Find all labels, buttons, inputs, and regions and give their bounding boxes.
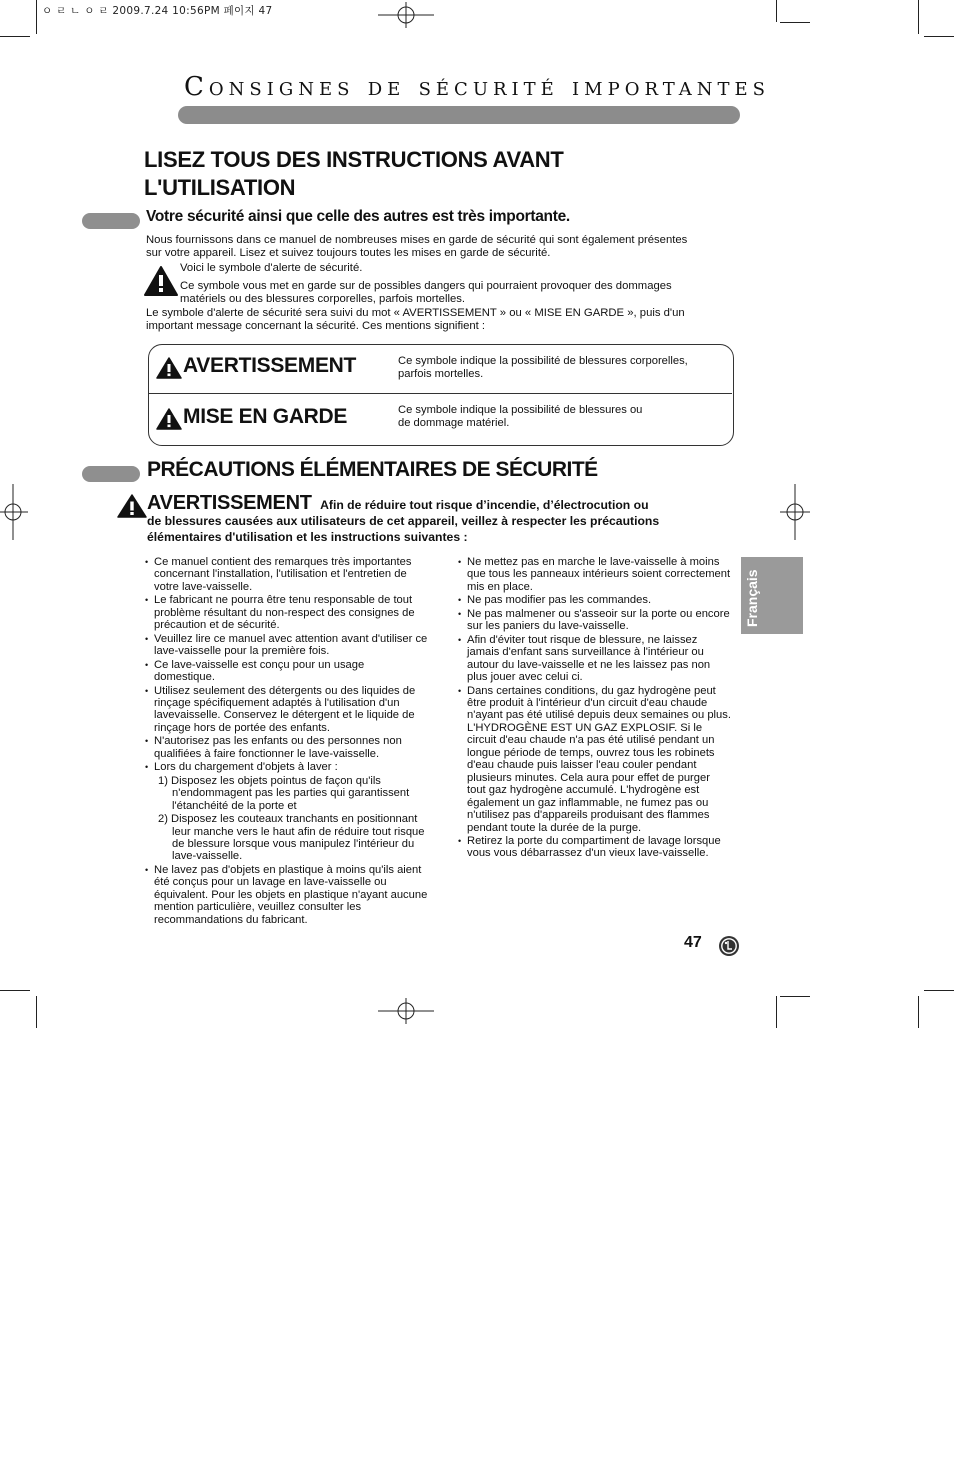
symbol-line: Voici le symbole d'alerte de sécurité.: [180, 262, 363, 274]
main-heading: [144, 146, 704, 202]
warning-desc-line: parfois mortelles.: [398, 368, 484, 380]
list-item: • N'autorisez pas les enfants ou des personnes non qualifiées à faire fonctionner le lave-vaisselle.: [146, 735, 428, 760]
precautions-list-right: [459, 556, 731, 861]
registration-mark-right: [780, 484, 810, 540]
registration-mark-bottom: [378, 998, 434, 1024]
followup-line: Le symbole d'alerte de sécurité sera suivi du mot « AVERTISSEMENT » ou « MISE EN GARDE », puis d'un: [146, 307, 685, 319]
registration-mark-top: [378, 2, 434, 28]
precautions-heading: PRÉCAUTIONS ÉLÉMENTAIRES DE SÉCURITÉ: [147, 458, 598, 481]
followup-text: [146, 307, 736, 333]
main-heading-line1: LISEZ TOUS DES INSTRUCTIONS AVANT: [144, 147, 564, 172]
list-item: • Ne pas modifier pas les commandes.: [459, 594, 731, 606]
title-bar: [178, 106, 740, 124]
list-item: • Utilisez seulement des détergents ou des liquides de rinçage spécifiquement adaptés à l'utilisation d'un lavevaisselle. Conservez le détergent et le liquide de rinçage hors de portée des enfants.: [146, 685, 428, 735]
intro-line: sur votre appareil. Lisez et suivez toujours toutes les mises en garde de sécurité.: [146, 247, 551, 259]
main-heading-line2: L'UTILISATION: [144, 175, 296, 200]
list-item: • Dans certaines conditions, du gaz hydrogène peut être produit à l'intérieur d'un circuit d'eau chaude n'ayant pas été utilisé depuis deux semaines ou plus. L'HYDROGÈNE EST UN GAZ EXPLOSIF. Si le circuit d'eau chaude n'a pas été utilisé pendant un longue période de temps, ouvrez tous les robinets d'eau chaude puis laisser l'eau couler pendant plusieurs minutes. Cela aura pour effet de purger tout gaz hydrogène accumulé. L'hydrogène est également un gaz inflammable, ne fumez pas ou n'utilisez pas d'appareils produisant des flammes pendant toute la durée de la purge.: [459, 685, 731, 834]
list-item: • Retirez la porte du compartiment de lavage lorsque vous vous débarrassez d'un vieux lave-vaisselle.: [459, 835, 731, 860]
language-tab-text: Français: [744, 569, 760, 627]
caution-label: MISE EN GARDE: [183, 405, 348, 428]
precautions-list-left: [146, 556, 428, 927]
precautions-intro: [147, 492, 747, 545]
caution-desc-line: de dommage matériel.: [398, 417, 510, 429]
intro-line: Nous fournissons dans ce manuel de nombreuses mises en garde de sécurité qui sont également présentes: [146, 234, 688, 246]
warning-description: [398, 355, 728, 381]
precautions-intro-line: de blessures causées aux utilisateurs de cet appareil, veillez à respecter les précautions: [147, 514, 660, 528]
caution-triangle-icon: [156, 408, 182, 430]
list-item: • Veuillez lire ce manuel avec attention avant d'utiliser ce lave-vaisselle pour la première fois.: [146, 633, 428, 658]
page-number: 47: [684, 934, 702, 951]
warning-triangle-icon: [117, 494, 147, 518]
symbol-desc: [180, 262, 740, 306]
list-item: • Le fabricant ne pourra être tenu responsable de tout problème résultant du non-respect des consignes de précaution et de sécurité.: [146, 594, 428, 631]
list-item: • Ne pas malmener ou s'asseoir sur la porte ou encore sur les paniers du lave-vaisselle.: [459, 608, 731, 633]
precautions-warning-label: AVERTISSEMENT: [147, 492, 312, 514]
warning-triangle-icon: [143, 265, 179, 297]
warning-desc-line: Ce symbole indique la possibilité de blessures corporelles,: [398, 355, 688, 367]
symbol-line: Ce symbole vous met en garde sur de possibles dangers qui pourraient provoquer des dommages: [180, 280, 672, 292]
list-sub-item: 2) Disposez les couteaux tranchants en positionnant leur manche vers le haut afin de réduire tout risque de blessure lorsque vous manipulez l'intérieur du lave-vaisselle.: [158, 813, 425, 863]
warning-label: AVERTISSEMENT: [183, 354, 357, 377]
warning-triangle-icon: [156, 357, 182, 379]
registration-mark-left: [0, 484, 28, 540]
list-item: • Afin d'éviter tout risque de blessure, ne laissez jamais d'enfant sans surveillance à l'intérieur ou autour du lave-vaisselle et ne les laissez pas non plus jouer avec celui ci.: [459, 634, 731, 684]
list-item: • Ce manuel contient des remarques très importantes concernant l'installation, l'utilisation et l'entretien de votre lave-vaisselle.: [146, 556, 428, 593]
followup-line: important message concernant la sécurité. Ces mentions signifient :: [146, 320, 486, 332]
lg-logo-icon: [718, 935, 740, 957]
caution-description: [398, 404, 728, 430]
page-title: Consignes de sécurité importantes: [184, 72, 770, 102]
section-pill: [82, 466, 140, 482]
safety-intro: [146, 234, 736, 260]
list-item: • Ne mettez pas en marche le lave-vaisselle à moins que tous les panneaux intérieurs soient correctement mis en place.: [459, 556, 731, 593]
list-sub-item: 1) Disposez les objets pointus de façon qu'ils n'endommagent pas les parties qui garantissent l'étanchéité de la porte et: [158, 774, 410, 812]
precautions-intro-line: élémentaires d'utilisation et les instructions suivantes :: [147, 529, 468, 544]
symbol-line: matériels ou des blessures corporelles, parfois mortelles.: [180, 293, 466, 305]
language-tab-label: [741, 557, 763, 634]
safety-heading: Votre sécurité ainsi que celle des autres est très importante.: [146, 208, 570, 225]
section-pill: [82, 213, 140, 229]
caution-desc-line: Ce symbole indique la possibilité de blessures ou: [398, 404, 643, 416]
print-meta: ㅇ ㄹ ㄴ ㅇ ㄹ 2009.7.24 10:56PM 페이지 47: [42, 5, 273, 17]
precautions-intro-part1: Afin de réduire tout risque d’incendie, d’électrocution ou: [320, 498, 649, 512]
box-divider: [148, 393, 732, 394]
list-item: • Ce lave-vaisselle est conçu pour un usage domestique.: [146, 659, 428, 684]
list-item: • Ne lavez pas d'objets en plastique à moins qu'ils aient été conçus pour un lavage en lave-vaisselle ou équivalent. Pour les objets en plastique n'ayant aucune mention particulière, veuillez consulter les recommandations du fabricant.: [146, 864, 428, 926]
list-item: • Lors du chargement d'objets à laver :: [146, 761, 428, 773]
